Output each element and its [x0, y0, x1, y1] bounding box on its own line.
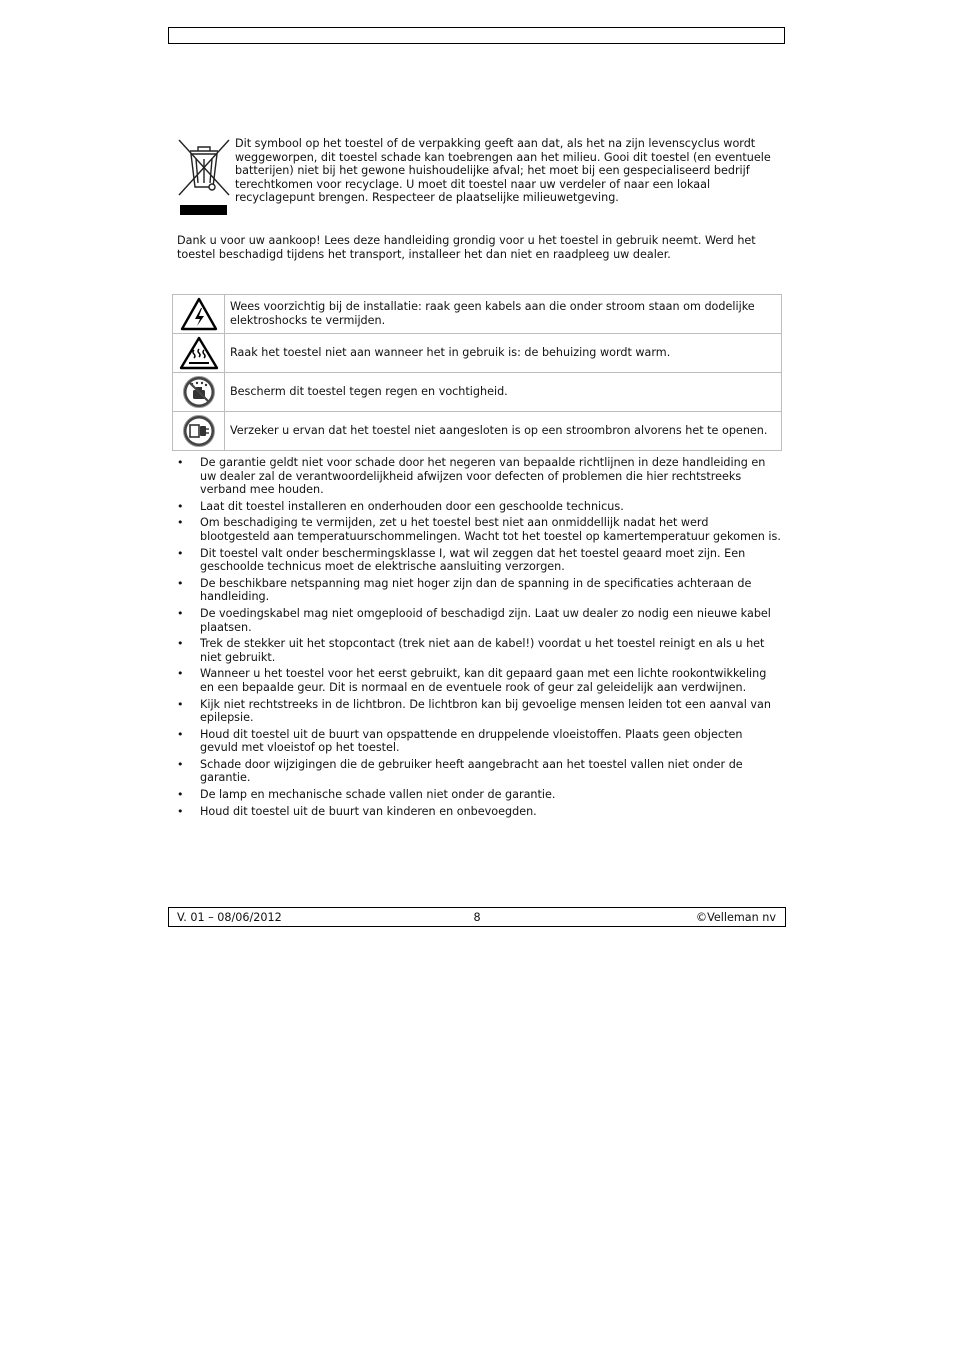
list-item: • Om beschadiging te vermijden, zet u het toestel best niet aan onmiddellijk nadat het werd blootgesteld aan temperatuurschommelingen. Wacht tot het toestel op kamertemperatuur gekomen is.: [177, 516, 781, 543]
list-item: • Houd dit toestel uit de buurt van kinderen en onbevoegden.: [177, 805, 781, 819]
list-item: • De beschikbare netspanning mag niet hoger zijn dan de spanning in de specificaties achteraan de handleiding.: [177, 577, 781, 604]
list-item: • Houd dit toestel uit de buurt van opspattende en druppelende vloeistoffen. Plaats geen objecten gevuld met vloeistof op het toestel.: [177, 728, 781, 755]
weee-disposal-text: Dit symbool op het toestel of de verpakking geeft aan dat, als het na zijn levenscyclus wordt weggeworpen, dit toestel schade kan toebrengen aan het milieu. Gooi dit toestel (en eventuele batterijen) niet bij het gewone huishoudelijke afval; het moet bij een gespecialiseerd bedrijf terechtkomen voor recyclage. U moet dit toestel naar uw verdeler of naar een lokaal recyclagepunt brengen. Respecteer de plaatselijke milieuwetgeving.: [235, 137, 771, 205]
safety-instructions-list: [177, 456, 781, 821]
crossed-out-wheelie-bin-icon: [176, 137, 232, 219]
list-item: • Laat dit toestel installeren en onderhouden door een geschoolde technicus.: [177, 500, 781, 514]
version-date: V. 01 – 08/06/2012: [177, 911, 282, 924]
warning-text: Raak het toestel niet aan wanneer het in gebruik is: de behuizing wordt warm.: [225, 334, 782, 373]
list-item: • De lamp en mechanische schade vallen niet onder de garantie.: [177, 788, 781, 802]
warning-text: Verzeker u ervan dat het toestel niet aangesloten is op een stroombron alvorens het te openen.: [225, 412, 782, 451]
list-item: • Dit toestel valt onder beschermingsklasse I, wat wil zeggen dat het toestel geaard moet zijn. Een geschoolde technicus moet de elektrische aansluiting verzorgen.: [177, 547, 781, 574]
list-item: • Kijk niet rechtstreeks in de lichtbron. De lichtbron kan bij gevoelige mensen leiden tot een aanval van epilepsie.: [177, 698, 781, 725]
warning-text: Wees voorzichtig bij de installatie: raak geen kabels aan die onder stroom staan om dodelijke elektroshocks te vermijden.: [225, 295, 782, 334]
warning-row: [173, 373, 782, 412]
page-number: 8: [473, 911, 481, 924]
warning-row: [173, 295, 782, 334]
unplug-before-opening-icon: [182, 414, 216, 448]
warning-text: Bescherm dit toestel tegen regen en vochtigheid.: [225, 373, 782, 412]
copyright: ©Velleman nv: [695, 911, 776, 924]
keep-dry-icon: [182, 375, 216, 409]
list-item: • Wanneer u het toestel voor het eerst gebruikt, kan dit gepaard gaan met een lichte rookontwikkeling en een bepaalde geur. Dit is normaal en de eventuele rook of geur zal geleidelijk aan verdwijnen.: [177, 667, 781, 694]
warning-row: [173, 334, 782, 373]
intro-paragraph: Dank u voor uw aankoop! Lees deze handleiding grondig voor u het toestel in gebruik neemt. Werd het toestel beschadigd tijdens het transport, installeer het dan niet en raadpleeg uw dealer.: [177, 234, 756, 261]
page-footer: [168, 907, 786, 927]
list-item: • De garantie geldt niet voor schade door het negeren van bepaalde richtlijnen in deze handleiding en uw dealer zal de verantwoordelijkheid afwijzen voor defecten of problemen die hier rechtstreeks verband mee houden.: [177, 456, 781, 497]
list-item: • De voedingskabel mag niet omgeplooid of beschadigd zijn. Laat uw dealer zo nodig een nieuwe kabel plaatsen.: [177, 607, 781, 634]
hot-surface-warning-icon: [179, 336, 219, 370]
warning-row: [173, 412, 782, 451]
list-item: • Trek de stekker uit het stopcontact (trek niet aan de kabel!) voordat u het toestel reinigt en als u het niet gebruikt.: [177, 637, 781, 664]
safety-warnings-table: [172, 294, 782, 451]
header-box: [168, 27, 785, 44]
electric-shock-warning-icon: [180, 297, 218, 331]
list-item: • Schade door wijzigingen die de gebruiker heeft aangebracht aan het toestel vallen niet onder de garantie.: [177, 758, 781, 785]
